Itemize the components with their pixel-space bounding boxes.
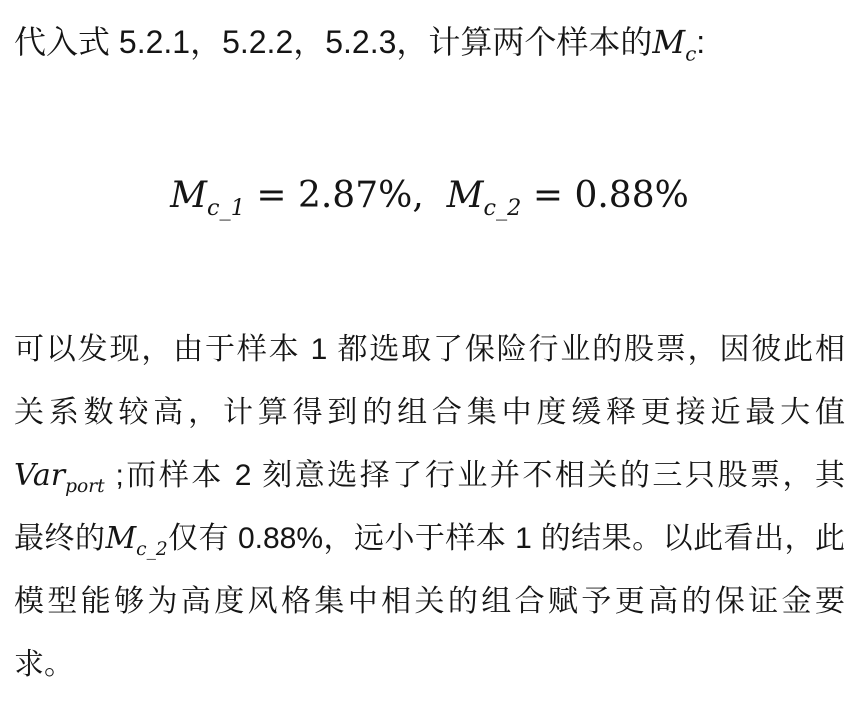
math-subscript: c_2 <box>136 539 168 560</box>
paragraph-line <box>14 444 845 507</box>
paragraph-line <box>14 318 845 381</box>
math-expression <box>105 521 168 560</box>
math-subscript: c_2 <box>483 195 522 222</box>
text-run: 求。 <box>14 648 74 681</box>
math-subscript: c <box>685 42 697 66</box>
text-run: 最终的 <box>14 522 106 555</box>
paragraph-line <box>14 633 845 696</box>
math-subscript: port <box>65 476 105 497</box>
math-expression <box>170 175 245 222</box>
paragraph-line <box>14 570 845 633</box>
math-expression <box>446 175 522 222</box>
text-run: 关系数较高，计算得到的组合集中度缓释更接近最大值 <box>14 396 845 429</box>
text-run: ;而样本 2 刻意选择了行业并不相关的三只股票，其 <box>104 459 845 492</box>
math-subscript: c_1 <box>207 195 245 222</box>
math-expression <box>14 458 105 497</box>
text-run: = 0.88% <box>521 175 689 216</box>
intro-line <box>14 14 845 70</box>
text-run: 模型能够为高度风格集中相关的组合赋予更高的保证金要 <box>14 585 845 618</box>
math-base: M <box>170 175 208 216</box>
math-base: Var <box>14 458 66 493</box>
text-run: 代入式 5.2.1，5.2.2，5.2.3，计算两个样本的 <box>14 24 653 60</box>
math-base: M <box>652 23 686 61</box>
math-expression <box>652 23 697 66</box>
formula-line <box>14 170 845 222</box>
text-run: : <box>696 24 706 60</box>
body-paragraph <box>14 318 845 696</box>
text-run: = 2.87%, <box>244 175 447 216</box>
math-base: M <box>105 521 137 556</box>
text-run: 仅有 0.88%，远小于样本 1 的结果。以此看出，此 <box>167 522 845 555</box>
paragraph-line <box>14 381 845 444</box>
text-run: 可以发现，由于样本 1 都选取了保险行业的股票，因彼此相 <box>14 333 845 366</box>
paragraph-line <box>14 507 845 570</box>
math-base: M <box>446 175 484 216</box>
